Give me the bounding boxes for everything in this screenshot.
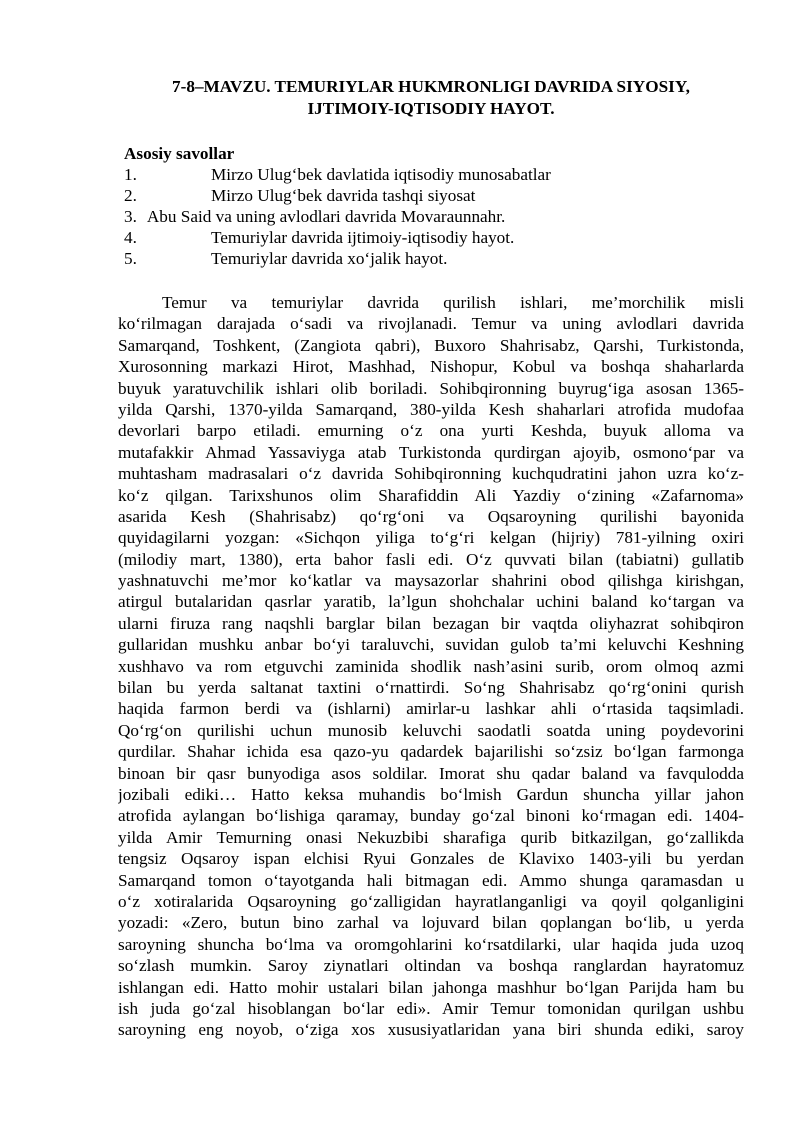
paragraph-line: mutafakkir Ahmad Yassaviyga atab Turkistonda qurdirgan ajoyib, osmono‘par va [118, 442, 744, 462]
paragraph-line: ish juda go‘zal hisoblangan bo‘lar edi». Amir Temur tomonidan qurilgan ushbu [118, 998, 744, 1018]
question-number: 1. [124, 165, 137, 184]
paragraph-line: quyidagilarni yozgan: «Sichqon yiliga to‘g‘ri kelgan (hijriy) 781-yilning oxiri [118, 528, 744, 548]
question-text: Abu Said va uning avlodlari davrida Movaraunnahr. [146, 207, 506, 226]
paragraph-line: xushhavo va rom etguvchi zaminida shodlik nash’asini surib, orom olmoq azmi [118, 656, 744, 676]
paragraph-line: ularni firuza rang naqshli barglar bilan bezagan bir vaqtda oliyhazrat sohibqiron [118, 613, 744, 633]
page-title [118, 76, 744, 120]
paragraph-line: buyuk yaratuvchilik ishlari olib boriladi. Sohibqironning buyrug‘iga asosan 1365- [118, 378, 744, 398]
question-text: Mirzo Ulug‘bek davlatida iqtisodiy munosabatlar [211, 165, 551, 184]
question-number: 3. [124, 207, 137, 226]
paragraph-line: yilda Qarshi, 1370-yilda Samarqand, 380-yilda Kesh shaharlari atrofida mudofaa [118, 399, 744, 419]
title-line-2: IJTIMOIY-IQTISODIY HAYOT. [307, 99, 555, 118]
paragraph-line: haqida farmon berdi va (ishlarni) amirlar-u lashkar ahli o‘rtasida taqsimladi. [118, 699, 744, 719]
paragraph-line: muhtasham madrasalari o‘z davrida Sohibqironning kuchqudratini jahon uzra ko‘z- [118, 464, 744, 484]
paragraph-line: tengsiz Oqsaroy ispan elchisi Ryui Gonzales de Klavixo 1403-yili bu yerdan [118, 849, 744, 869]
question-number: 4. [124, 228, 137, 247]
title-line-1: 7-8–MAVZU. TEMURIYLAR HUKMRONLIGI DAVRIDA SIYOSIY, [172, 77, 690, 96]
paragraph-line: jozibali ediki… Hatto keksa muhandis bo‘lmish Gardun shuncha yillar jahon [118, 784, 744, 804]
question-text: Temuriylar davrida xo‘jalik hayot. [211, 249, 448, 268]
paragraph-line: Samarqand, Toshkent, (Zangiota qabri), Buxoro Shahrisabz, Qarshi, Turkistonda, [118, 335, 744, 355]
paragraph-line: so‘zlash mumkin. Saroy ziynatlari oltindan va boshqa ranglardan hayratomuz [118, 956, 744, 976]
paragraph-line: saroyning eng noyob, o‘ziga xos xususiyatlaridan yana biri shunda ediki, saroy [118, 1020, 744, 1040]
question-text: Mirzo Ulug‘bek davrida tashqi siyosat [211, 186, 476, 205]
question-number: 5. [124, 249, 137, 268]
paragraph-line: qurdilar. Shahar ichida esa qazo-yu qadardek bajarilishi so‘zsiz bo‘lgan farmonga [118, 742, 744, 762]
paragraph-line: atrofida aylangan bo‘lishiga qaramay, bunday go‘zal binoni ko‘rmagan edi. 1404- [118, 806, 744, 826]
paragraph-line: Samarqand tomon o‘tayotganda hali bitmagan edi. Ammo shunga qaramasdan u [118, 870, 744, 890]
paragraph-line: devorlari barpo etiladi. emurning o‘z ona yurti Keshda, buyuk alloma va [118, 421, 744, 441]
paragraph-line: asarida Kesh (Shahrisabz) qo‘rg‘oni va Oqsaroyning qurilishi bayonida [118, 506, 744, 526]
paragraph-line: yilda Amir Temurning onasi Nekuzbibi sharafiga qurib bitkazilgan, go‘zallikda [118, 827, 744, 847]
paragraph-line: o‘z xotiralarida Oqsaroyning go‘zalligidan hayratlanganligi va qoyil qolganligini [118, 891, 744, 911]
question-item [124, 248, 744, 269]
paragraph-line: yashnatuvchi me’mor ko‘katlar va maysazorlar shahrini obod qilishga kirishgan, [118, 571, 744, 591]
paragraph-line: ishlangan edi. Hatto mohir ustalari bilan jahonga mashhur bo‘lgan Parijda ham bu [118, 977, 744, 997]
paragraph-line: atirgul butalaridan qasrlar yaratib, la’lgun shohchalar uchini baland ko‘targan va [118, 592, 744, 612]
body-paragraph [118, 292, 744, 1041]
paragraph-line: bilan bu yerda saltanat taxtini o‘rnattirdi. So‘ng Shahrisabz qo‘rg‘onini qurish [118, 678, 744, 698]
question-text: Temuriylar davrida ijtimoiy-iqtisodiy hayot. [211, 228, 515, 247]
paragraph-line: yozadi: «Zero, butun bino zarhal va lojuvard bilan qoplangan bo‘lib, u yerda [118, 913, 744, 933]
paragraph-line: saroyning shuncha bo‘lma va oromgohlarini ko‘rsatdilarki, ular haqida juda uzoq [118, 934, 744, 954]
question-item [124, 185, 744, 206]
paragraph-line: gullaridan mushku anbar bo‘yi taraluvchi, suvidan gulob ta’mi keluvchi Keshning [118, 635, 744, 655]
questions-heading: Asosiy savollar [124, 144, 235, 163]
paragraph-line: ko‘rilmagan darajada o‘sadi va rivojlanadi. Temur va uning avlodlari davrida [118, 314, 744, 334]
paragraph-line: (milodiy mart, 1380), erta bahor fasli edi. O‘z quvvati bilan (tabiatni) gullatib [118, 549, 744, 569]
paragraph-line: binoan bir qasr bunyodiga asos soldilar. Imorat shu qadar baland va favqulodda [118, 763, 744, 783]
paragraph-line: Xurosonning markazi Hirot, Mashhad, Nishopur, Kobul va boshqa shaharlarda [118, 357, 744, 377]
question-item [124, 164, 744, 185]
question-item [124, 206, 744, 227]
paragraph-line: Qo‘rg‘on qurilishi uchun munosib keluvchi saodatli soatda uning poydevorini [118, 720, 744, 740]
paragraph-line: ko‘z qilgan. Tarixshunos olim Sharafiddin Ali Yazdiy o‘zining «Zafarnoma» [118, 485, 744, 505]
question-item [124, 227, 744, 248]
questions-list [124, 164, 744, 269]
question-number: 2. [124, 186, 137, 205]
paragraph-line: Temur va temuriylar davrida qurilish ishlari, me’morchilik misli [162, 293, 744, 312]
